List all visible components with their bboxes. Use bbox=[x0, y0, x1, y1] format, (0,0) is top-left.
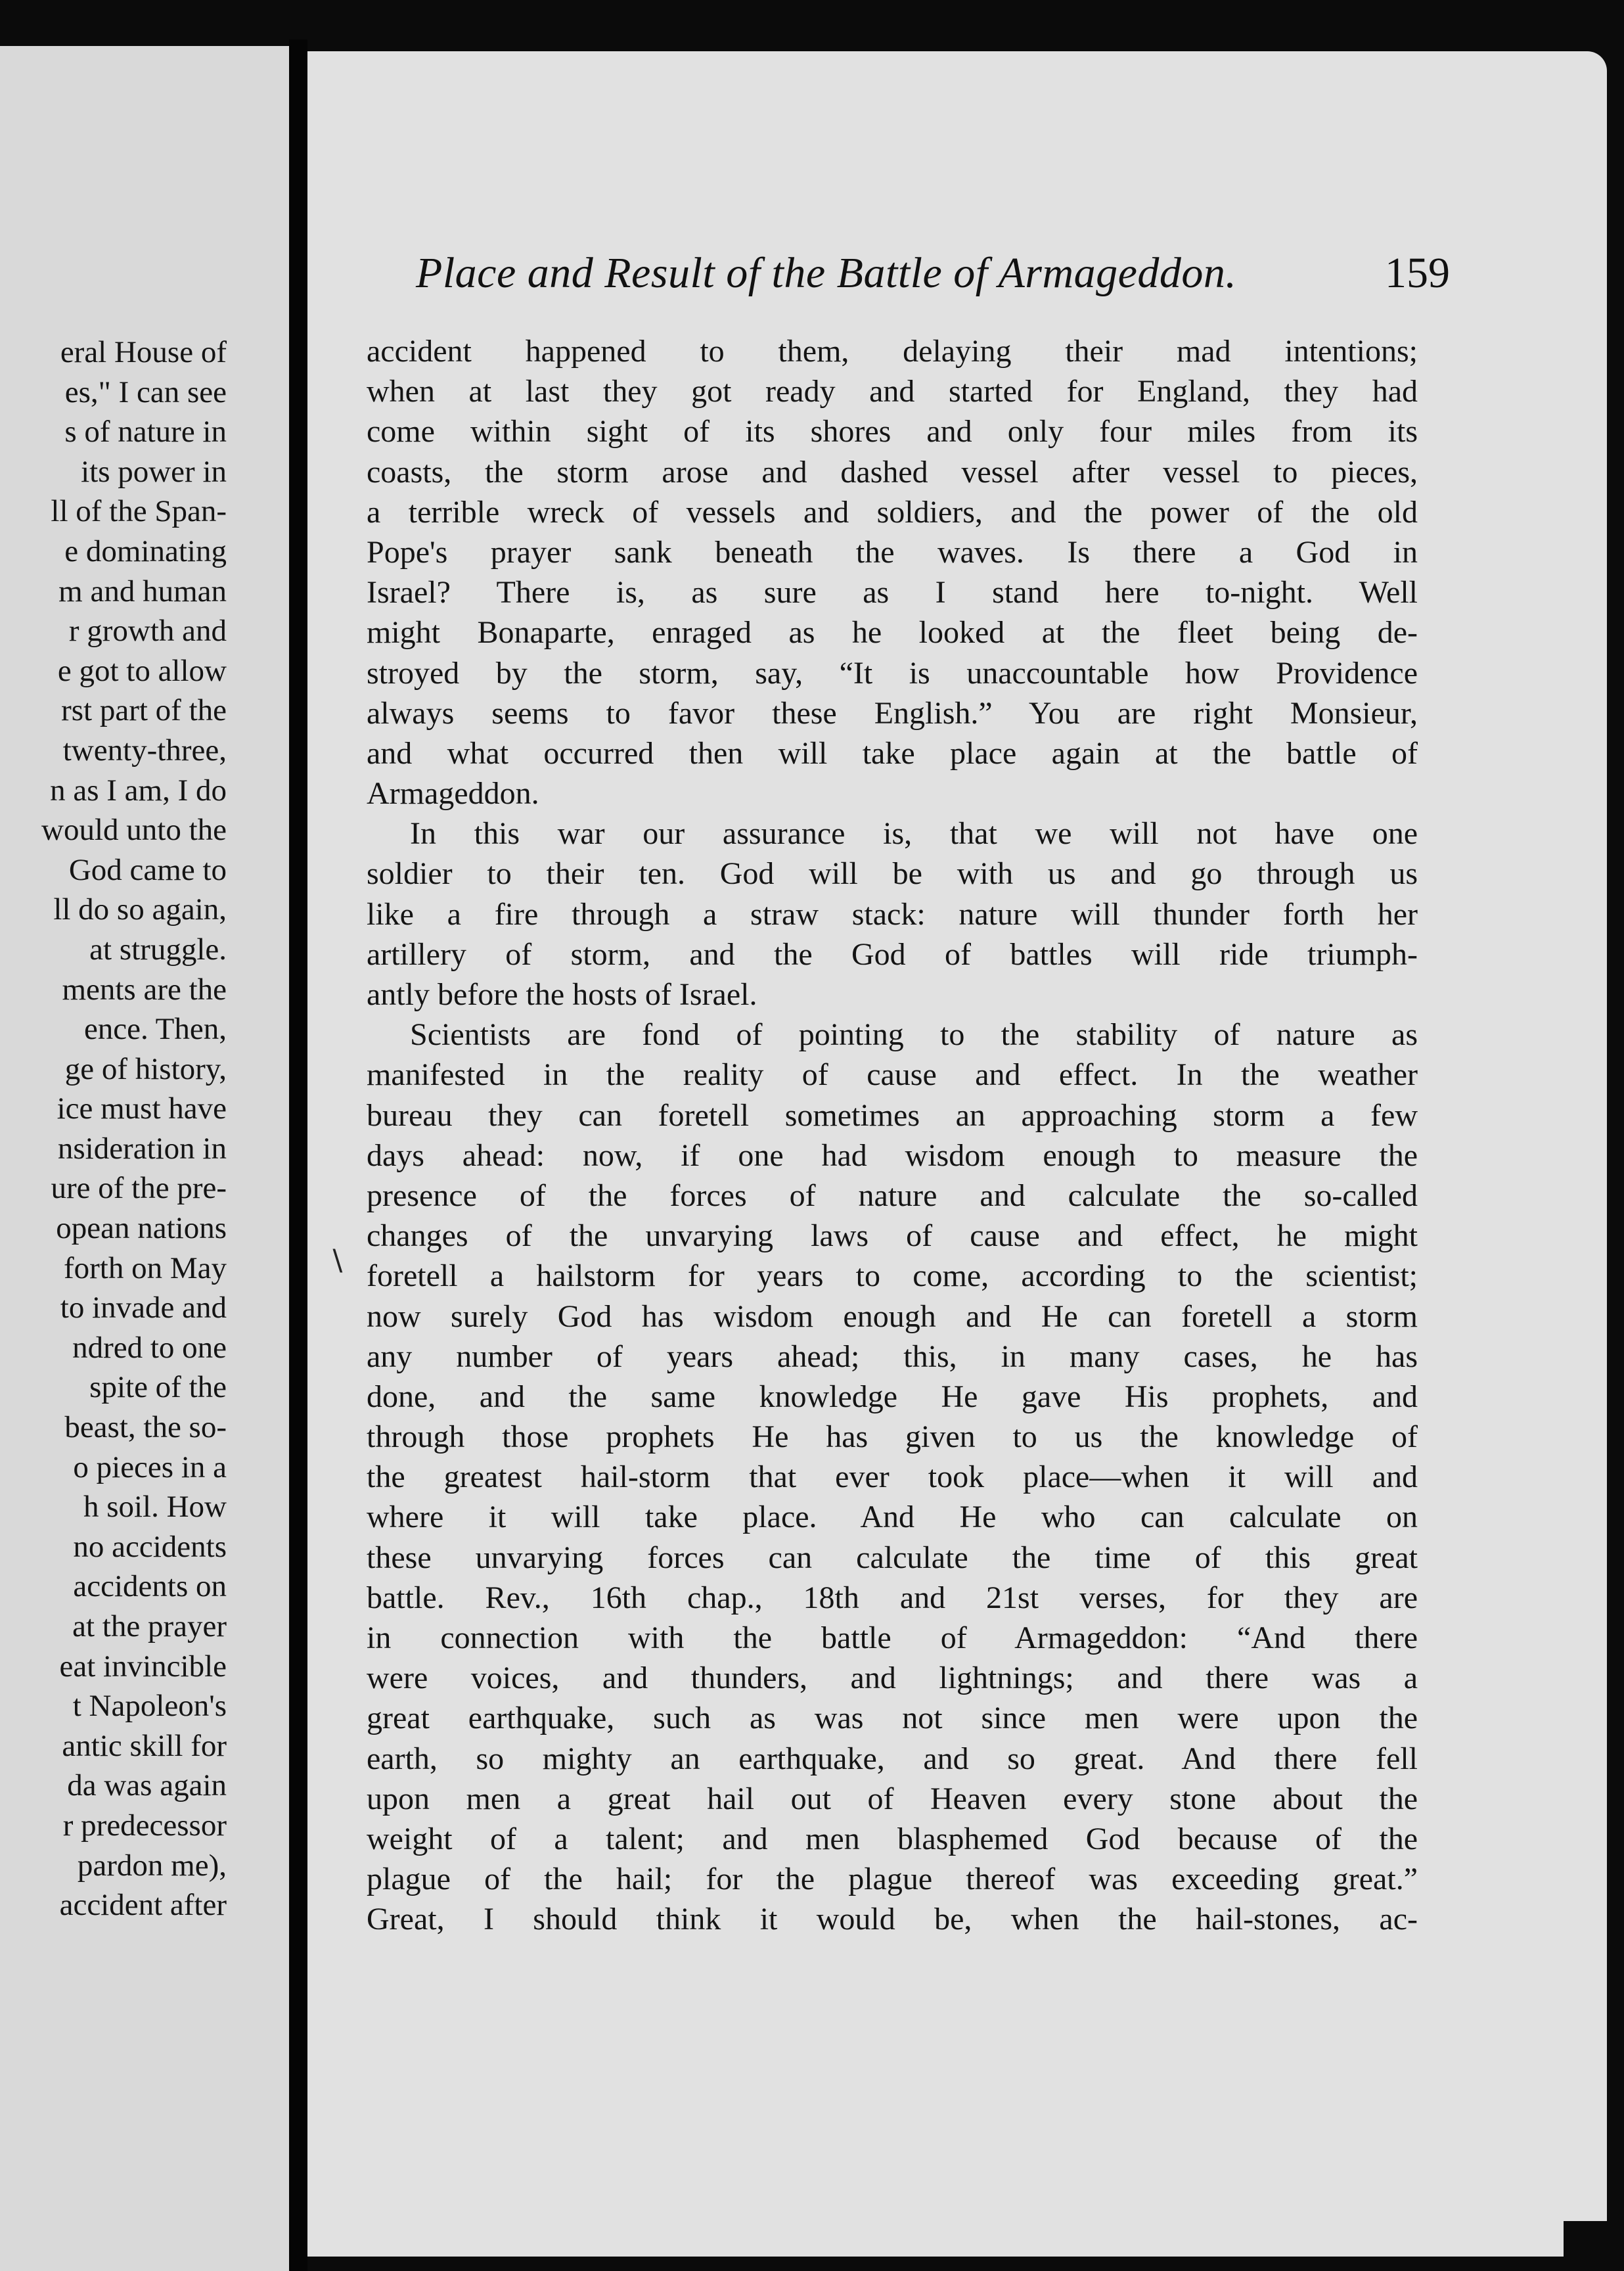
text-line: battle. Rev., 16th chap., 18th and 21st verses, for they are bbox=[367, 1580, 1418, 1615]
left-page-line: ll of the Span- bbox=[51, 494, 227, 529]
page-header bbox=[307, 248, 1607, 314]
left-page-line: n as I am, I do bbox=[50, 773, 227, 808]
left-page-line: o pieces in a bbox=[73, 1450, 227, 1484]
left-page-line: ments are the bbox=[62, 972, 227, 1007]
left-page-line: da was again bbox=[67, 1768, 227, 1803]
left-page-line: nsideration in bbox=[57, 1131, 227, 1166]
text-line: where it will take place. And He who can calculate on bbox=[367, 1500, 1418, 1535]
text-line: these unvarying forces can calculate the time of this great bbox=[367, 1540, 1418, 1575]
text-line: earth, so mighty an earthquake, and so great. And there fell bbox=[367, 1741, 1418, 1776]
left-page-line: spite of the bbox=[89, 1370, 227, 1405]
text-line: might Bonaparte, enraged as he looked at the fleet being de- bbox=[367, 615, 1418, 651]
text-line: Israel? There is, as sure as I stand here to-night. Well bbox=[367, 575, 1418, 610]
left-page-line: e dominating bbox=[64, 534, 227, 568]
left-page-line: e got to allow bbox=[57, 653, 227, 688]
page-number: 159 bbox=[1385, 249, 1450, 297]
left-page-text bbox=[41, 333, 227, 1925]
body-text bbox=[367, 331, 1418, 1940]
left-page-line: ice must have bbox=[56, 1091, 227, 1126]
text-line: the greatest hail-storm that ever took place—when it will and bbox=[367, 1459, 1418, 1495]
left-page-line: rst part of the bbox=[61, 693, 227, 728]
left-page-line: ll do so again, bbox=[53, 892, 227, 927]
left-page-line: ndred to one bbox=[72, 1330, 227, 1365]
left-page-line: antic skill for bbox=[62, 1728, 227, 1763]
text-line: upon men a great hail out of Heaven every stone about the bbox=[367, 1781, 1418, 1816]
text-line: coasts, the storm arose and dashed vessel after vessel to pieces, bbox=[367, 454, 1418, 490]
running-title: Place and Result of the Battle of Armageddon. bbox=[416, 249, 1237, 297]
text-line: stroyed by the storm, say, “It is unaccountable how Providence bbox=[367, 655, 1418, 691]
text-line: foretell a hailstorm for years to come, according to the scientist; bbox=[367, 1258, 1418, 1294]
text-line: soldier to their ten. God will be with us and go through us bbox=[367, 856, 1418, 892]
left-page-line: God came to bbox=[68, 852, 227, 887]
left-page-line: eral House of bbox=[60, 335, 227, 369]
left-page bbox=[0, 46, 289, 2271]
left-page-line: beast, the so- bbox=[64, 1410, 227, 1445]
text-line: In this war our assurance is, that we will not have one bbox=[410, 816, 1418, 852]
text-line: artillery of storm, and the God of battles will ride triumph- bbox=[367, 936, 1418, 972]
left-page-line: opean nations bbox=[56, 1211, 227, 1246]
text-line: done, and the same knowledge He gave His prophets, and bbox=[367, 1379, 1418, 1414]
text-line: and what occurred then will take place again at the battle of bbox=[367, 735, 1418, 771]
text-line: always seems to favor these English.” You are right Monsieur, bbox=[367, 695, 1418, 731]
text-line: now surely God has wisdom enough and He can foretell a storm bbox=[367, 1298, 1418, 1334]
text-line: presence of the forces of nature and calculate the so-called bbox=[367, 1178, 1418, 1213]
text-line: were voices, and thunders, and lightnings; and there was a bbox=[367, 1661, 1418, 1696]
left-page-line: its power in bbox=[81, 454, 227, 489]
left-page-line: s of nature in bbox=[64, 415, 227, 449]
left-page-line: at struggle. bbox=[89, 932, 227, 967]
text-line: Pope's prayer sank beneath the waves. Is there a God in bbox=[367, 534, 1418, 570]
text-line: weight of a talent; and men blasphemed God because of the bbox=[367, 1821, 1418, 1856]
text-line: like a fire through a straw stack: nature will thunder forth her bbox=[367, 896, 1418, 932]
text-line: bureau they can foretell sometimes an approaching storm a few bbox=[367, 1097, 1418, 1133]
left-page-line: es," I can see bbox=[64, 375, 227, 409]
left-page-line: no accidents bbox=[73, 1529, 227, 1564]
left-page-line: twenty-three, bbox=[62, 733, 227, 768]
left-page-line: h soil. How bbox=[83, 1490, 227, 1525]
text-line: Scientists are fond of pointing to the stability of nature as bbox=[410, 1017, 1418, 1053]
left-page-line: ge of history, bbox=[64, 1051, 227, 1086]
text-line: in connection with the battle of Armageddon: “And there bbox=[367, 1620, 1418, 1655]
left-page-line: forth on May bbox=[63, 1250, 227, 1285]
left-page-line: accident after bbox=[59, 1888, 227, 1923]
left-page-line: at the prayer bbox=[72, 1609, 227, 1643]
text-line: any number of years ahead; this, in many cases, he has bbox=[367, 1339, 1418, 1374]
text-line: accident happened to them, delaying their mad intentions; bbox=[367, 334, 1418, 369]
right-page bbox=[307, 51, 1607, 2257]
left-page-line: to invade and bbox=[60, 1291, 227, 1325]
left-page-line: m and human bbox=[58, 574, 227, 608]
left-page-line: t Napoleon's bbox=[72, 1689, 227, 1724]
text-line: Armageddon. bbox=[367, 776, 539, 812]
left-page-line: eat invincible bbox=[59, 1649, 227, 1684]
book-gutter bbox=[289, 39, 307, 2271]
text-line: when at last they got ready and started for England, they had bbox=[367, 374, 1418, 409]
text-line: a terrible wreck of vessels and soldiers, and the power of the old bbox=[367, 494, 1418, 530]
text-line: days ahead: now, if one had wisdom enough to measure the bbox=[367, 1137, 1418, 1173]
text-line: through those prophets He has given to us the knowledge of bbox=[367, 1419, 1418, 1455]
left-page-line: ure of the pre- bbox=[51, 1171, 227, 1206]
left-page-line: would unto the bbox=[41, 813, 227, 848]
left-page-line: pardon me), bbox=[77, 1848, 227, 1883]
margin-mark: ∖ bbox=[327, 1245, 346, 1277]
text-line: come within sight of its shores and only four miles from its bbox=[367, 414, 1418, 449]
text-line: manifested in the reality of cause and effect. In the weather bbox=[367, 1057, 1418, 1093]
left-page-line: r predecessor bbox=[62, 1808, 227, 1843]
text-line: great earthquake, such as was not since men were upon the bbox=[367, 1701, 1418, 1736]
text-line: changes of the unvarying laws of cause and effect, he might bbox=[367, 1218, 1418, 1254]
text-line: antly before the hosts of Israel. bbox=[367, 977, 757, 1012]
scan-edge bbox=[1564, 2221, 1624, 2271]
left-page-line: r growth and bbox=[68, 614, 227, 649]
text-line: plague of the hail; for the plague thereof was exceeding great.” bbox=[367, 1862, 1418, 1897]
left-page-line: ence. Then, bbox=[83, 1012, 227, 1047]
left-page-line: accidents on bbox=[73, 1569, 227, 1604]
text-line: Great, I should think it would be, when the hail-stones, ac- bbox=[367, 1902, 1418, 1937]
